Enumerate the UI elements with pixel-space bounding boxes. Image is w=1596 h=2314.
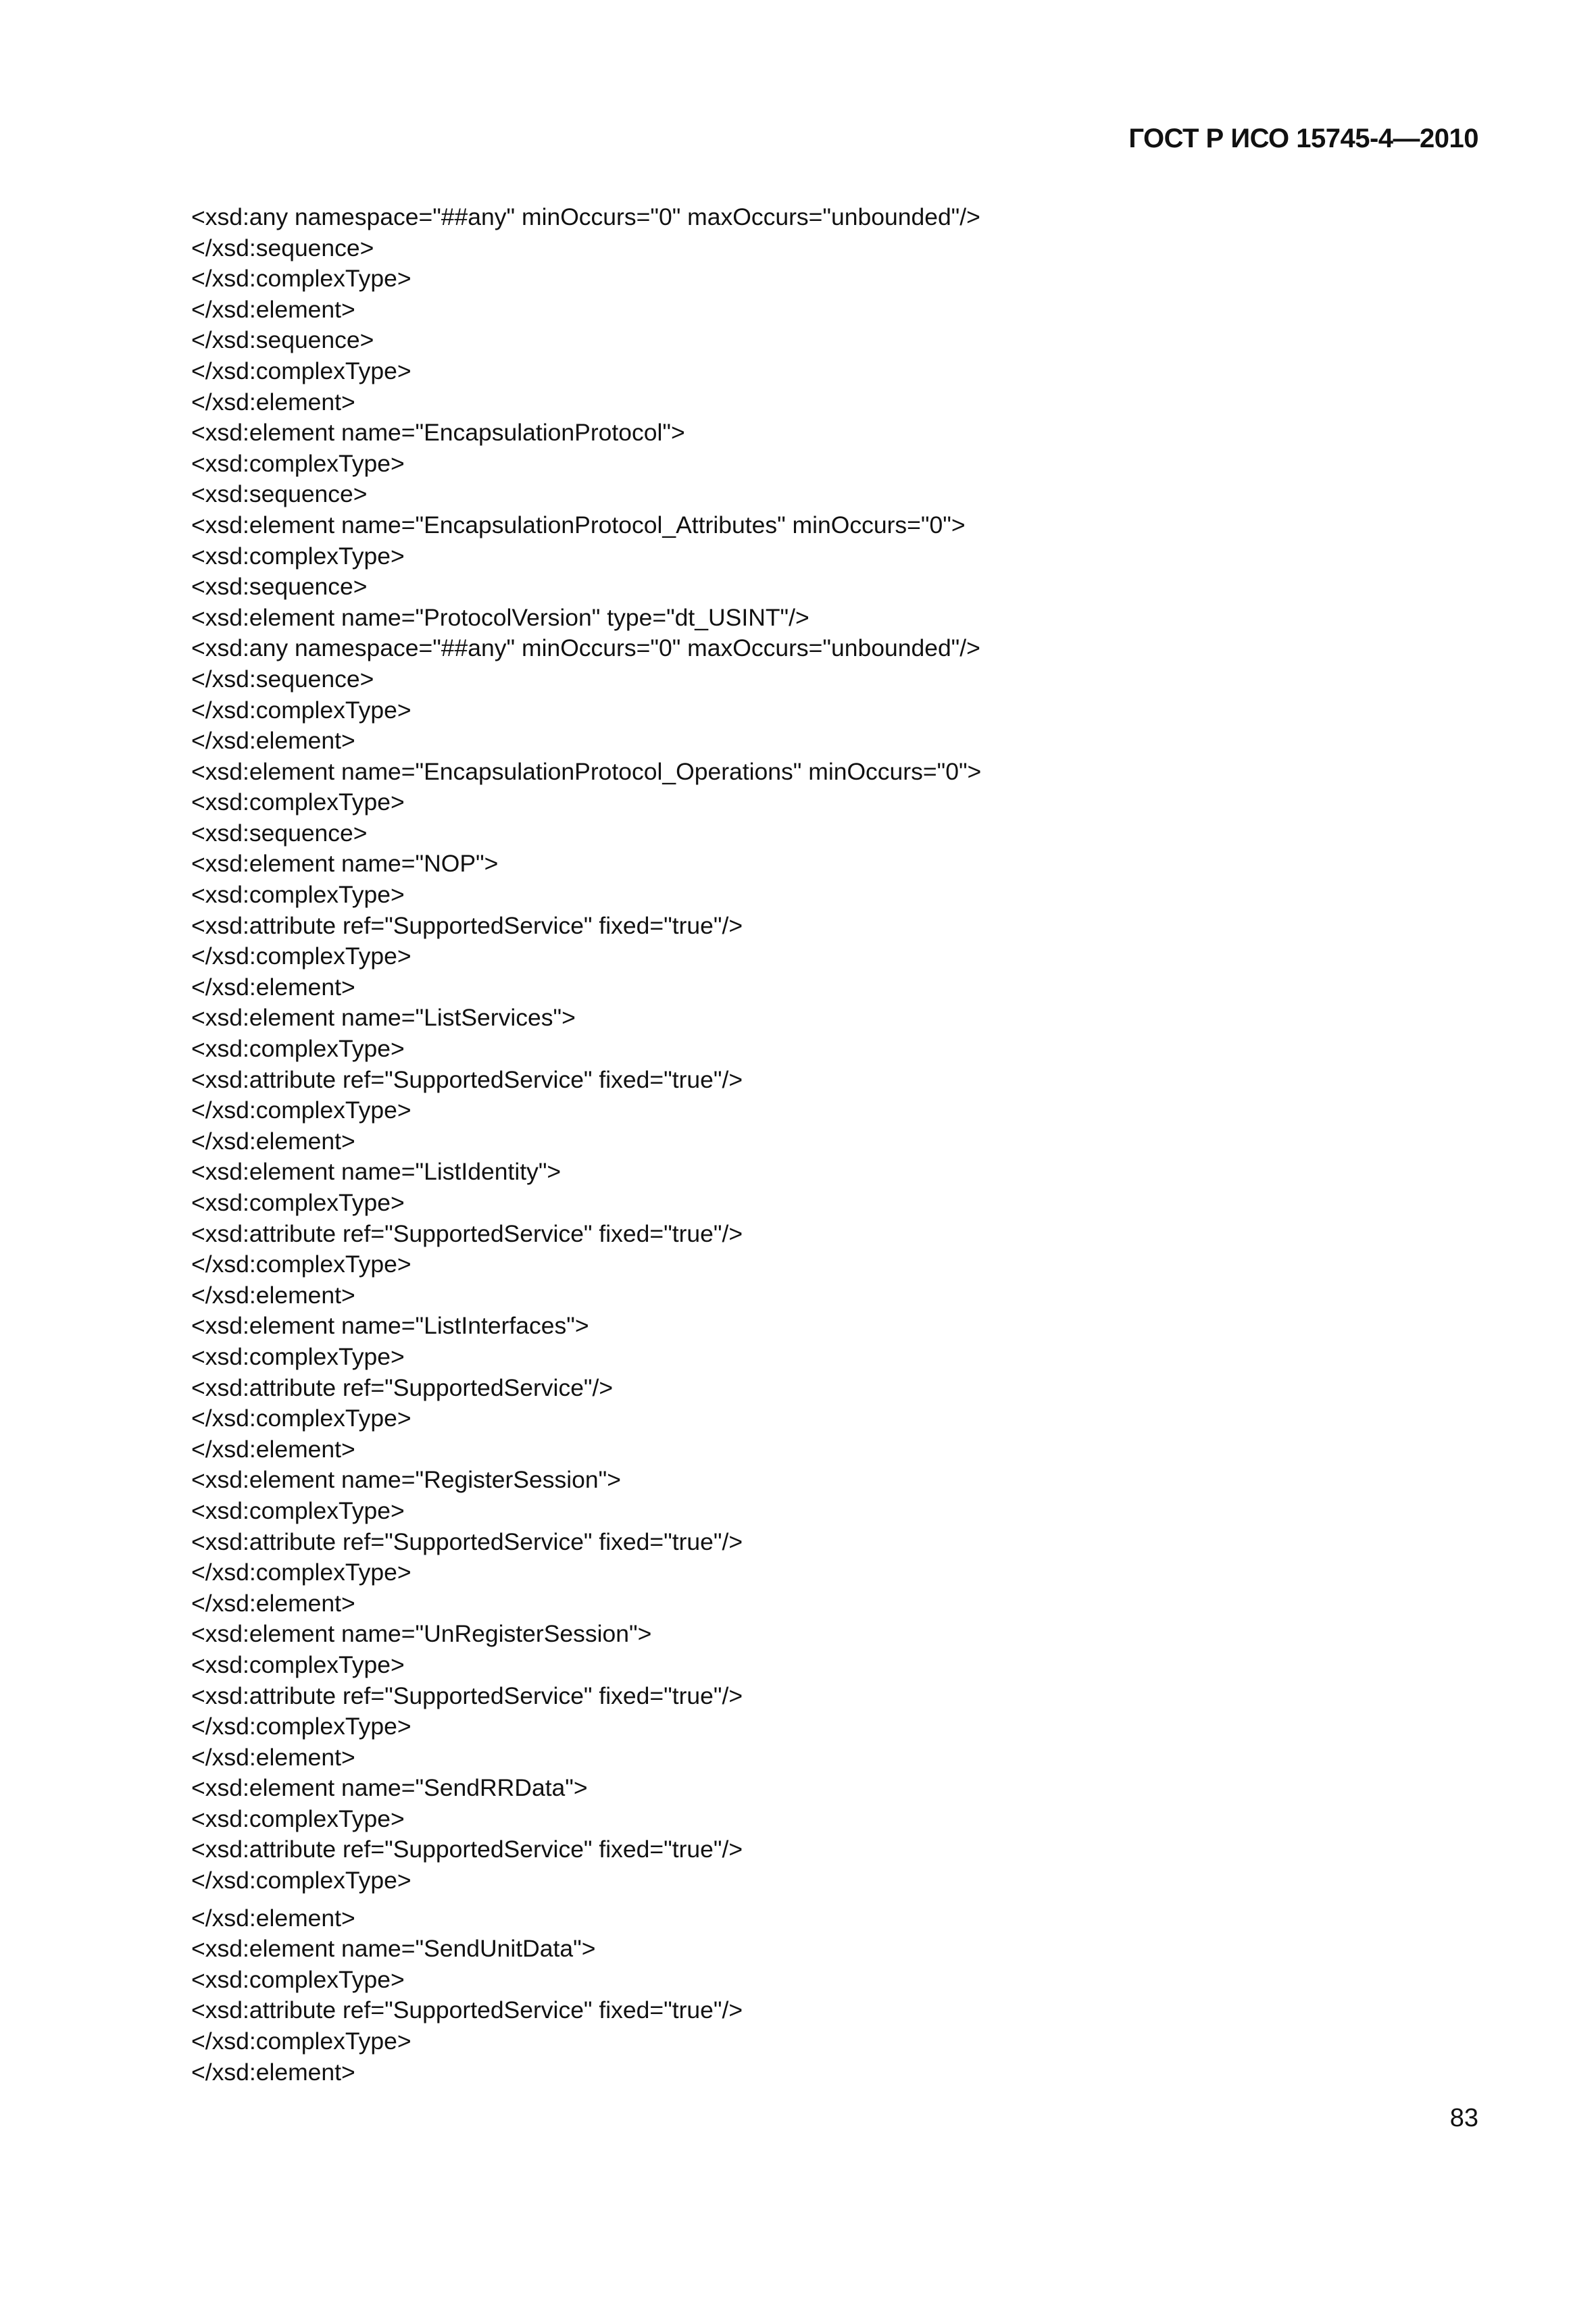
- code-line: </xsd:element>: [191, 1281, 355, 1309]
- code-line: </xsd:element>: [191, 388, 355, 416]
- code-line: <xsd:element name="ListIdentity">: [191, 1158, 562, 1186]
- code-line: <xsd:element name="NOP">: [191, 850, 499, 878]
- code-line: <xsd:any namespace="##any" minOccurs="0" maxOccurs="unbounded"/>: [191, 634, 980, 662]
- code-line: <xsd:element name="EncapsulationProtocol_Attributes" minOccurs="0">: [191, 511, 966, 538]
- code-line: </xsd:complexType>: [191, 1097, 412, 1124]
- code-line: <xsd:complexType>: [191, 1805, 405, 1832]
- code-line: <xsd:element name="EncapsulationProtocol_Operations" minOccurs="0">: [191, 757, 982, 785]
- code-line: </xsd:complexType>: [191, 265, 412, 293]
- code-line: </xsd:complexType>: [191, 1405, 412, 1432]
- code-line: <xsd:complexType>: [191, 1496, 405, 1524]
- code-line: </xsd:complexType>: [191, 2028, 412, 2055]
- code-line: <xsd:element name="UnRegisterSession">: [191, 1620, 652, 1648]
- code-line: <xsd:attribute ref="SupportedService" fixed="true"/>: [191, 1996, 743, 2024]
- code-line: </xsd:complexType>: [191, 1559, 412, 1586]
- code-line: <xsd:sequence>: [191, 819, 368, 847]
- code-line: </xsd:complexType>: [191, 1867, 412, 1894]
- document-header-standard-id: ГОСТ Р ИСО 15745-4—2010: [1128, 124, 1478, 153]
- code-line: </xsd:complexType>: [191, 357, 412, 384]
- code-line: <xsd:sequence>: [191, 573, 368, 601]
- page-number: 83: [1449, 2104, 1478, 2132]
- code-line: <xsd:complexType>: [191, 788, 405, 816]
- code-line: </xsd:complexType>: [191, 696, 412, 724]
- code-line: </xsd:element>: [191, 973, 355, 1001]
- code-line: <xsd:attribute ref="SupportedService" fixed="true"/>: [191, 1836, 743, 1863]
- code-line: <xsd:attribute ref="SupportedService" fixed="true"/>: [191, 1065, 743, 1093]
- code-line: </xsd:sequence>: [191, 234, 374, 261]
- xsd-code-listing: [191, 202, 981, 2088]
- code-line: </xsd:complexType>: [191, 942, 412, 970]
- code-line: <xsd:any namespace="##any" minOccurs="0" maxOccurs="unbounded"/>: [191, 203, 980, 230]
- code-line: </xsd:element>: [191, 727, 355, 755]
- code-line: </xsd:element>: [191, 1127, 355, 1155]
- code-line: </xsd:element>: [191, 2058, 355, 2086]
- code-line: <xsd:element name="SendUnitData">: [191, 1935, 596, 1963]
- code-line: <xsd:element name="ListServices">: [191, 1004, 576, 1032]
- code-line: <xsd:element name="RegisterSession">: [191, 1466, 621, 1494]
- code-line: </xsd:sequence>: [191, 326, 374, 354]
- code-line: <xsd:attribute ref="SupportedService" fixed="true"/>: [191, 1219, 743, 1247]
- code-line: </xsd:complexType>: [191, 1251, 412, 1278]
- code-line: <xsd:complexType>: [191, 449, 405, 477]
- code-line: <xsd:element name="EncapsulationProtocol">: [191, 419, 685, 447]
- code-line: <xsd:element name="SendRRData">: [191, 1774, 588, 1802]
- code-line: </xsd:element>: [191, 1743, 355, 1771]
- code-line: </xsd:element>: [191, 1435, 355, 1463]
- code-line: <xsd:complexType>: [191, 1189, 405, 1216]
- code-line: <xsd:complexType>: [191, 1965, 405, 1993]
- code-line: <xsd:complexType>: [191, 1651, 405, 1678]
- code-line: <xsd:complexType>: [191, 881, 405, 909]
- code-line: <xsd:sequence>: [191, 480, 368, 508]
- code-line: <xsd:attribute ref="SupportedService" fixed="true"/>: [191, 1528, 743, 1555]
- code-line: </xsd:element>: [191, 1589, 355, 1617]
- code-line: <xsd:element name="ListInterfaces">: [191, 1312, 589, 1340]
- code-line: <xsd:attribute ref="SupportedService"/>: [191, 1374, 614, 1401]
- code-line: <xsd:element name="ProtocolVersion" type="dt_USINT"/>: [191, 603, 809, 631]
- code-line: </xsd:complexType>: [191, 1713, 412, 1740]
- code-line: <xsd:attribute ref="SupportedService" fixed="true"/>: [191, 1682, 743, 1709]
- code-line: <xsd:attribute ref="SupportedService" fixed="true"/>: [191, 911, 743, 939]
- code-line: </xsd:element>: [191, 1904, 355, 1932]
- code-line: </xsd:element>: [191, 295, 355, 323]
- code-line: <xsd:complexType>: [191, 1342, 405, 1370]
- code-line: <xsd:complexType>: [191, 542, 405, 570]
- code-line: <xsd:complexType>: [191, 1035, 405, 1063]
- code-line: </xsd:sequence>: [191, 665, 374, 693]
